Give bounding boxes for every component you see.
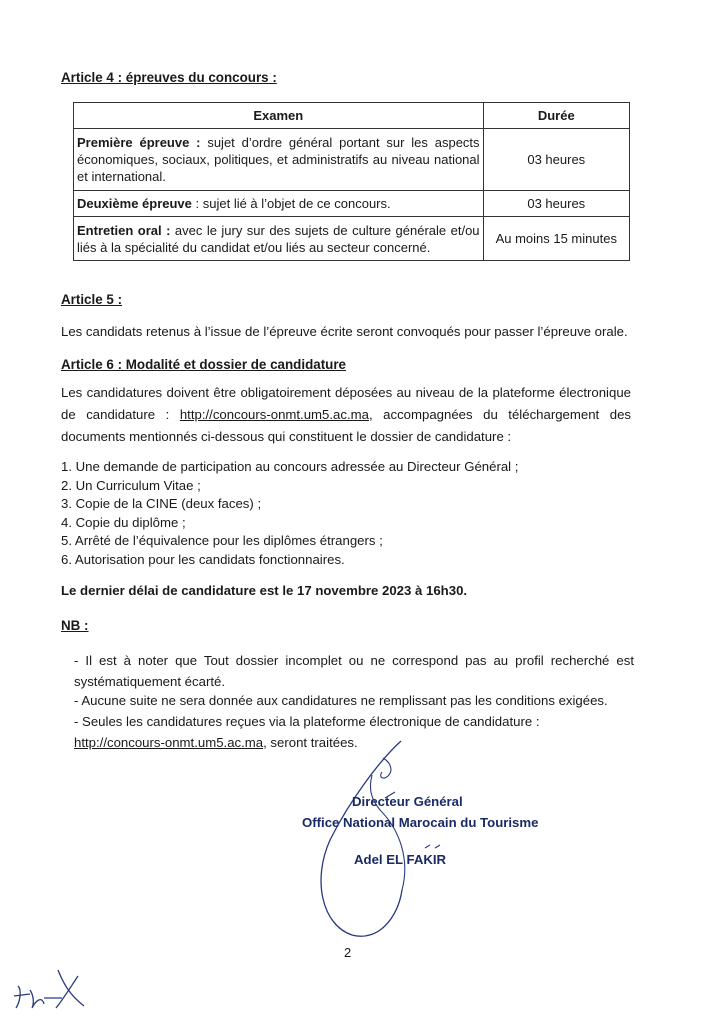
intro-text: Les candidatures doivent être obligatoirement déposées au niveau de la plateforme électronique de candidature : xyxy=(61,385,631,422)
list-item: 2. Un Curriculum Vitae ; xyxy=(61,477,201,493)
page-number: 2 xyxy=(344,945,352,960)
nb-heading: NB : xyxy=(61,618,89,633)
platform-link-2[interactable]: http://concours-onmt.um5.ac.ma xyxy=(74,735,264,750)
list-item: 4. Copie du diplôme ; xyxy=(61,514,186,530)
signatory-office: Office National Marocain du Tourisme xyxy=(302,815,539,830)
nb-item-2: - Aucune suite ne sera donnée aux candidatures ne remplissant pas les conditions exigées. xyxy=(74,693,608,708)
nb-item-3-text: - Seules les candidatures reçues via la plateforme électronique de candidature : xyxy=(74,714,540,729)
exam-duration: 03 heures xyxy=(483,129,629,191)
intro-text-after: , accompagnées du téléchargement des documents mentionnés ci-dessous qui constituent le dossier de candidature : xyxy=(61,407,632,444)
article5-text: Les candidats retenus à l’issue de l’épreuve écrite seront convoqués pour passer l’épreuve orale. xyxy=(61,324,628,339)
list-item: 1. Une demande de participation au concours adressée au Directeur Général ; xyxy=(61,459,519,474)
deadline-text: Le dernier délai de candidature est le 17 novembre 2023 à 16h30. xyxy=(61,583,468,598)
exam-text: : sujet lié à l’objet de ce concours. xyxy=(191,196,391,211)
exam-duration: Au moins 15 minutes xyxy=(483,217,629,261)
table-header-duration: Durée xyxy=(483,103,629,129)
article5-heading: Article 5 : xyxy=(61,292,123,307)
nb-item-3-after: , seront traitées. xyxy=(263,735,358,750)
list-item: 5. Arrêté de l’équivalence pour les diplômes étrangers ; xyxy=(61,533,383,548)
exam-duration: 03 heures xyxy=(483,191,629,217)
exam-lead: Première épreuve : xyxy=(77,135,201,150)
exam-lead: Entretien oral : xyxy=(77,222,171,238)
exam-text: sujet d’ordre général portant sur les aspects économiques, sociaux, politiques, et administratifs au niveau national et international. xyxy=(77,135,480,184)
platform-link[interactable]: http://concours-onmt.um5.ac.ma xyxy=(179,407,369,422)
signatory-title: Directeur Général xyxy=(352,794,463,809)
nb-item-1: - Il est à noter que Tout dossier incomplet ou ne correspond pas au profil recherché est systématiquement écarté. xyxy=(74,653,634,689)
signatory-name: Adel EL FAKIR xyxy=(354,852,447,867)
table-header-exam: Examen xyxy=(74,103,484,129)
exam-text: avec le jury sur des sujets de culture générale et/ou liés à la spécialité du candidat et/ou liés au secteur concerné. xyxy=(77,222,480,255)
list-item: 3. Copie de la CINE (deux faces) ; xyxy=(61,496,262,511)
article6-heading: Article 6 : Modalité et dossier de candidature xyxy=(61,357,346,372)
list-item: 6. Autorisation pour les candidats fonctionnaires. xyxy=(61,551,345,567)
article4-heading: Article 4 : épreuves du concours : xyxy=(61,70,277,85)
exam-lead: Deuxième épreuve xyxy=(77,196,192,211)
